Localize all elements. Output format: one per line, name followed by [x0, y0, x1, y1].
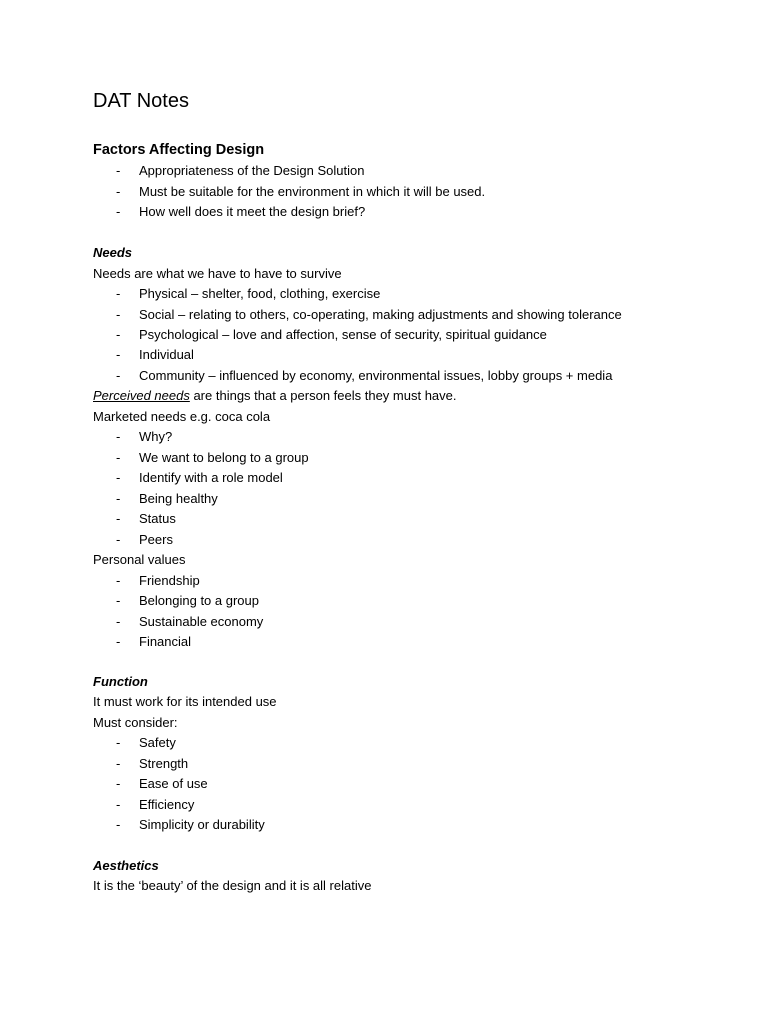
- bullet-dash: -: [116, 776, 121, 791]
- bullet-dash: -: [116, 327, 121, 342]
- bullet-dash: -: [116, 286, 121, 301]
- function-intro: It must work for its intended use: [93, 694, 277, 709]
- section-heading-function: Function: [93, 674, 148, 689]
- bullet-dash: -: [116, 735, 121, 750]
- page-title: DAT Notes: [93, 90, 189, 112]
- perceived-needs-term: Perceived needs: [93, 388, 190, 403]
- section-heading-factors: Factors Affecting Design: [93, 142, 265, 158]
- bullet-dash: -: [116, 634, 121, 649]
- bullet-dash: -: [116, 307, 121, 322]
- bullet-dash: -: [116, 817, 121, 832]
- marketed-needs-line: Marketed needs e.g. coca cola: [93, 409, 271, 424]
- bullet-dash: -: [116, 450, 121, 465]
- bullet-dash: -: [116, 614, 121, 629]
- bullet-dash: -: [116, 368, 121, 383]
- aesthetics-intro: It is the ‘beauty’ of the design and it is all relative: [93, 878, 372, 893]
- needs-intro: Needs are what we have to have to survive: [93, 266, 342, 281]
- must-consider-line: Must consider:: [93, 715, 178, 730]
- section-heading-aesthetics: Aesthetics: [93, 858, 159, 873]
- bullet-dash: -: [116, 163, 121, 178]
- perceived-needs-line: Perceived needs are things that a person feels they must have.: [93, 388, 457, 403]
- bullet-dash: -: [116, 429, 121, 444]
- bullet-dash: -: [116, 532, 121, 547]
- personal-values-line: Personal values: [93, 552, 186, 567]
- bullet-dash: -: [116, 184, 121, 199]
- section-heading-needs: Needs: [93, 245, 133, 260]
- bullet-dash: -: [116, 347, 121, 362]
- bullet-dash: -: [116, 573, 121, 588]
- bullet-dash: -: [116, 593, 121, 608]
- bullet-dash: -: [116, 491, 121, 506]
- bullet-dash: -: [116, 797, 121, 812]
- bullet-dash: -: [116, 470, 121, 485]
- bullet-dash: -: [116, 756, 121, 771]
- bullet-dash: -: [116, 511, 121, 526]
- bullet-dash: -: [116, 204, 121, 219]
